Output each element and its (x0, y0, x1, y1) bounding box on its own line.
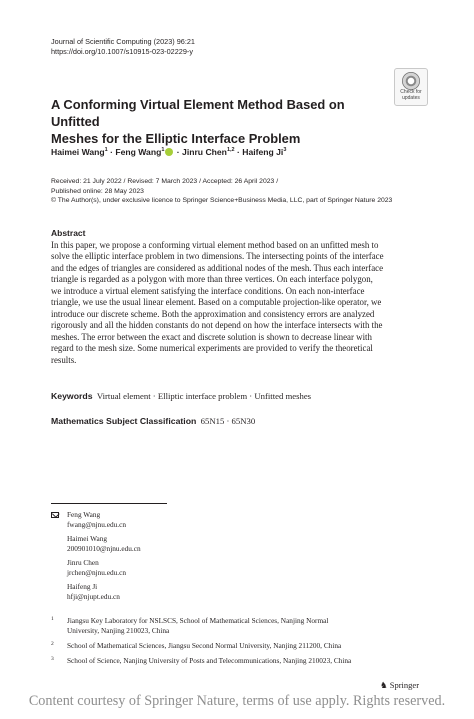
badge-line1: Check for (400, 89, 422, 95)
keywords (51, 391, 311, 401)
contact-entry (51, 534, 141, 554)
affiliation-line: University, Nanjing 210023, China (67, 626, 170, 635)
author-affil-sup: 1 (161, 147, 165, 154)
author-contacts (51, 510, 141, 606)
journal-citation: Journal of Scientific Computing (2023) 96:21 (51, 37, 195, 46)
contact-email[interactable]: 200901010@njnu.edu.cn (67, 544, 141, 553)
affiliations (51, 616, 431, 671)
contact-email[interactable]: hfji@njupt.edu.cn (67, 592, 120, 601)
affiliation-number: 2 (51, 641, 54, 647)
contact-name: Feng Wang (67, 510, 101, 519)
paper-title (51, 96, 381, 147)
check-for-updates-badge[interactable] (394, 68, 428, 106)
doi-link[interactable]: https://doi.org/10.1007/s10915-023-02229-y (51, 47, 193, 56)
affiliation-entry (51, 616, 431, 636)
author-name[interactable]: Feng Wang (115, 147, 162, 157)
author-list (51, 147, 286, 157)
affiliation-entry (51, 656, 431, 666)
author-separator: · (174, 147, 183, 157)
copyright-line: © The Author(s), under exclusive licence to Springer Science+Business Media, LLC, part of Springer Nature 2023 (51, 197, 393, 204)
orcid-icon[interactable] (165, 148, 173, 156)
msc-text: 65N15 · 65N30 (200, 416, 256, 426)
subject-classification (51, 416, 255, 426)
abstract-line: In this paper, we propose a conforming virtual element method based on an unfitted mesh to (51, 240, 379, 250)
author-separator: · (234, 147, 243, 157)
author-affil-sup: 3 (283, 147, 287, 154)
courtesy-notice: Content courtesy of Springer Nature, terms of use apply. Rights reserved. (28, 693, 446, 709)
abstract-line: and the edges of triangles are considered as additional nodes of the mesh. Thus each interface (51, 262, 384, 273)
author-affil-sup: 1,2 (226, 147, 235, 154)
affiliation-line: School of Science, Nanjing University of Posts and Telecommunications, Nanjing 210023, China (67, 656, 352, 665)
msc-label: Mathematics Subject Classification (51, 416, 197, 426)
abstract-line: introduce our discrete scheme. Both the approximation and consistency errors are analyzed (51, 308, 375, 319)
abstract-line: results. (51, 354, 77, 365)
affiliation-number: 3 (51, 656, 54, 662)
dates-line2: Published online: 28 May 2023 (51, 187, 144, 195)
abstract-line: meshes. The error between the exact and discrete solution is shown to decrease linear with (51, 331, 372, 342)
journal-header (51, 37, 195, 57)
publisher-logo (380, 680, 419, 691)
contact-entry (51, 510, 141, 530)
keywords-text: Virtual element · Elliptic interface problem · Unfitted meshes (96, 391, 312, 401)
contact-name: Jinru Chen (67, 558, 99, 567)
envelope-icon (51, 512, 59, 518)
abstract-line: regard to the mesh size. Some numerical experiments are provided to verify the theoretical (51, 343, 373, 354)
contact-entry (51, 582, 141, 602)
affiliation-entry (51, 641, 431, 651)
author-name[interactable]: Jinru Chen (182, 147, 227, 157)
contact-name: Haifeng Ji (67, 582, 98, 591)
footnote-divider (51, 503, 167, 504)
publication-dates (51, 177, 451, 206)
contact-email[interactable]: jrchen@njnu.edu.cn (67, 568, 126, 577)
contact-entry (51, 558, 141, 578)
check-for-updates-icon (402, 72, 420, 90)
affiliation-line: Jiangsu Key Laboratory for NSLSCS, School of Mathematical Sciences, Nanjing Normal (67, 616, 329, 625)
author-name[interactable]: Haifeng Ji (242, 147, 284, 157)
title-line2: Meshes for the Elliptic Interface Problem (51, 131, 301, 146)
abstract-line: rigorously and all the hidden constants do not depend on how the interface intersects with the (51, 320, 383, 331)
affiliation-line: School of Mathematical Sciences, Jiangsu Second Normal University, Nanjing 211200, China (67, 641, 342, 650)
springer-horse-icon: ♞ (380, 680, 388, 690)
dates-line1: Received: 21 July 2022 / Revised: 7 March 2023 / Accepted: 26 April 2023 / (51, 178, 279, 185)
abstract-line: triangle, we use the usual linear element. Based on a computable projection-like operator, we (51, 297, 382, 308)
keywords-label: Keywords (51, 391, 93, 401)
abstract-body (51, 240, 425, 366)
affiliation-number: 1 (51, 616, 54, 622)
contact-name: Haimei Wang (67, 534, 108, 543)
abstract-heading: Abstract (51, 228, 86, 238)
abstract-line: we introduce a virtual element satisfying the interface conditions. On each non-interface (51, 285, 365, 296)
contact-email[interactable]: fwang@njnu.edu.cn (67, 520, 126, 529)
abstract-line: triangle is regarded as a polygon with more than three vertices. On each interface polygon, (51, 274, 373, 285)
author-affil-sup: 1 (104, 147, 108, 154)
publisher-name: Springer (389, 680, 420, 690)
author-separator: · (107, 147, 116, 157)
abstract-line: solve the elliptic interface problem in two dimensions. The intersecting points of the interface (51, 251, 384, 262)
author-name[interactable]: Haimei Wang (51, 147, 105, 157)
badge-line2: updates (402, 94, 420, 101)
title-line1: A Conforming Virtual Element Method Based on Unfitted (51, 97, 345, 129)
